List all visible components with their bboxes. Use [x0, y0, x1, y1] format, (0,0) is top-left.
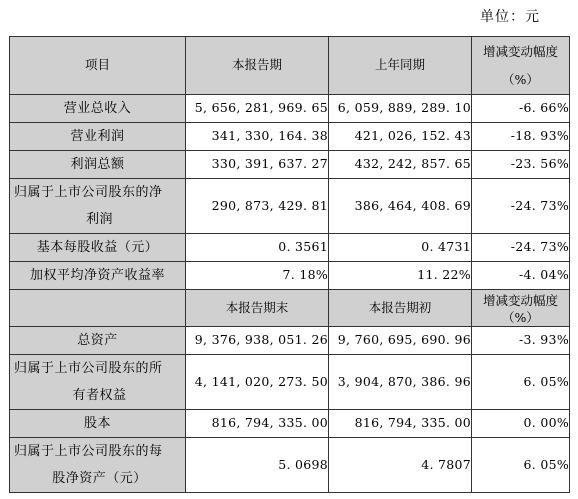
- row-label: 利润总额: [10, 151, 186, 179]
- change-value: -4. 04%: [472, 262, 570, 290]
- table-row: [10, 410, 570, 438]
- change-value: 6. 05%: [472, 438, 570, 493]
- current-value: 816, 794, 335. 00: [186, 410, 329, 438]
- prior-value: 9, 760, 695, 690. 96: [329, 327, 472, 355]
- current-value: 9, 376, 938, 051. 26: [186, 327, 329, 355]
- prior-value: 421, 026, 152. 43: [329, 123, 472, 151]
- current-value: 5. 0698: [186, 438, 329, 493]
- change-value: -3. 93%: [472, 327, 570, 355]
- change-value: -24. 73%: [472, 179, 570, 234]
- prior-value: 11. 22%: [329, 262, 472, 290]
- prior-value: 816, 794, 335. 00: [329, 410, 472, 438]
- row-label-line1: 归属于上市公司股东的净: [14, 185, 163, 200]
- header-prior-period: 上年同期: [329, 37, 472, 95]
- table-row: [10, 151, 570, 179]
- current-value: 4, 141, 020, 273. 50: [186, 355, 329, 410]
- prior-value: 4. 7807: [329, 438, 472, 493]
- header-change-rate: [472, 290, 570, 327]
- current-value: 290, 873, 429. 81: [186, 179, 329, 234]
- header-change-rate-line1: 增减变动幅度: [482, 293, 558, 308]
- row-label: 基本每股收益（元）: [10, 234, 186, 262]
- change-value: -6. 66%: [472, 95, 570, 123]
- change-value: 6. 05%: [472, 355, 570, 410]
- table-row: [10, 179, 570, 234]
- header-change-rate-line2: （%）: [502, 71, 539, 87]
- table-row: [10, 234, 570, 262]
- change-value: -18. 93%: [472, 123, 570, 151]
- current-value: 7. 18%: [186, 262, 329, 290]
- prior-value: 3, 904, 870, 386. 96: [329, 355, 472, 410]
- row-label-line1: 归属于上市公司股东的所: [14, 361, 163, 376]
- header-change-rate-line1: 增减变动幅度: [482, 43, 558, 59]
- header-period-start: 本报告期初: [329, 290, 472, 327]
- row-label-line2: 股净资产（元）: [52, 471, 147, 486]
- row-label: 加权平均净资产收益率: [10, 262, 186, 290]
- current-value: 0. 3561: [186, 234, 329, 262]
- current-value: 330, 391, 637. 27: [186, 151, 329, 179]
- header-change-rate-line2: （%）: [502, 310, 539, 325]
- prior-value: 6, 059, 889, 289. 10: [329, 95, 472, 123]
- change-value: 0. 00%: [472, 410, 570, 438]
- unit-label: 单位：元: [480, 9, 540, 25]
- header-current-period: 本报告期: [186, 37, 329, 95]
- header-period-end: 本报告期末: [186, 290, 329, 327]
- row-label: 股本: [10, 410, 186, 438]
- row-label: 营业总收入: [10, 95, 186, 123]
- table-header-row: [10, 37, 570, 95]
- prior-value: 0. 4731: [329, 234, 472, 262]
- change-value: -23. 56%: [472, 151, 570, 179]
- row-label: [10, 438, 186, 493]
- row-label-line2: 有者权益: [72, 388, 127, 403]
- row-label: [10, 179, 186, 234]
- row-label-line2: 利润: [85, 212, 113, 227]
- table-header-row: [10, 290, 570, 327]
- prior-value: 432, 242, 857. 65: [329, 151, 472, 179]
- header-item: 项目: [10, 37, 186, 95]
- row-label: 营业利润: [10, 123, 186, 151]
- change-value: -24. 73%: [472, 234, 570, 262]
- current-value: 5, 656, 281, 969. 65: [186, 95, 329, 123]
- table-row: [10, 123, 570, 151]
- current-value: 341, 330, 164. 38: [186, 123, 329, 151]
- table-row: [10, 327, 570, 355]
- row-label: [10, 355, 186, 410]
- table-row: [10, 438, 570, 493]
- table-row: [10, 355, 570, 410]
- prior-value: 386, 464, 408. 69: [329, 179, 472, 234]
- financial-summary-table: [9, 36, 570, 493]
- header-item-blank: [10, 290, 186, 327]
- row-label-line1: 归属于上市公司股东的每: [14, 444, 163, 459]
- row-label: 总资产: [10, 327, 186, 355]
- table-row: [10, 95, 570, 123]
- table-row: [10, 262, 570, 290]
- header-change-rate: [472, 37, 570, 95]
